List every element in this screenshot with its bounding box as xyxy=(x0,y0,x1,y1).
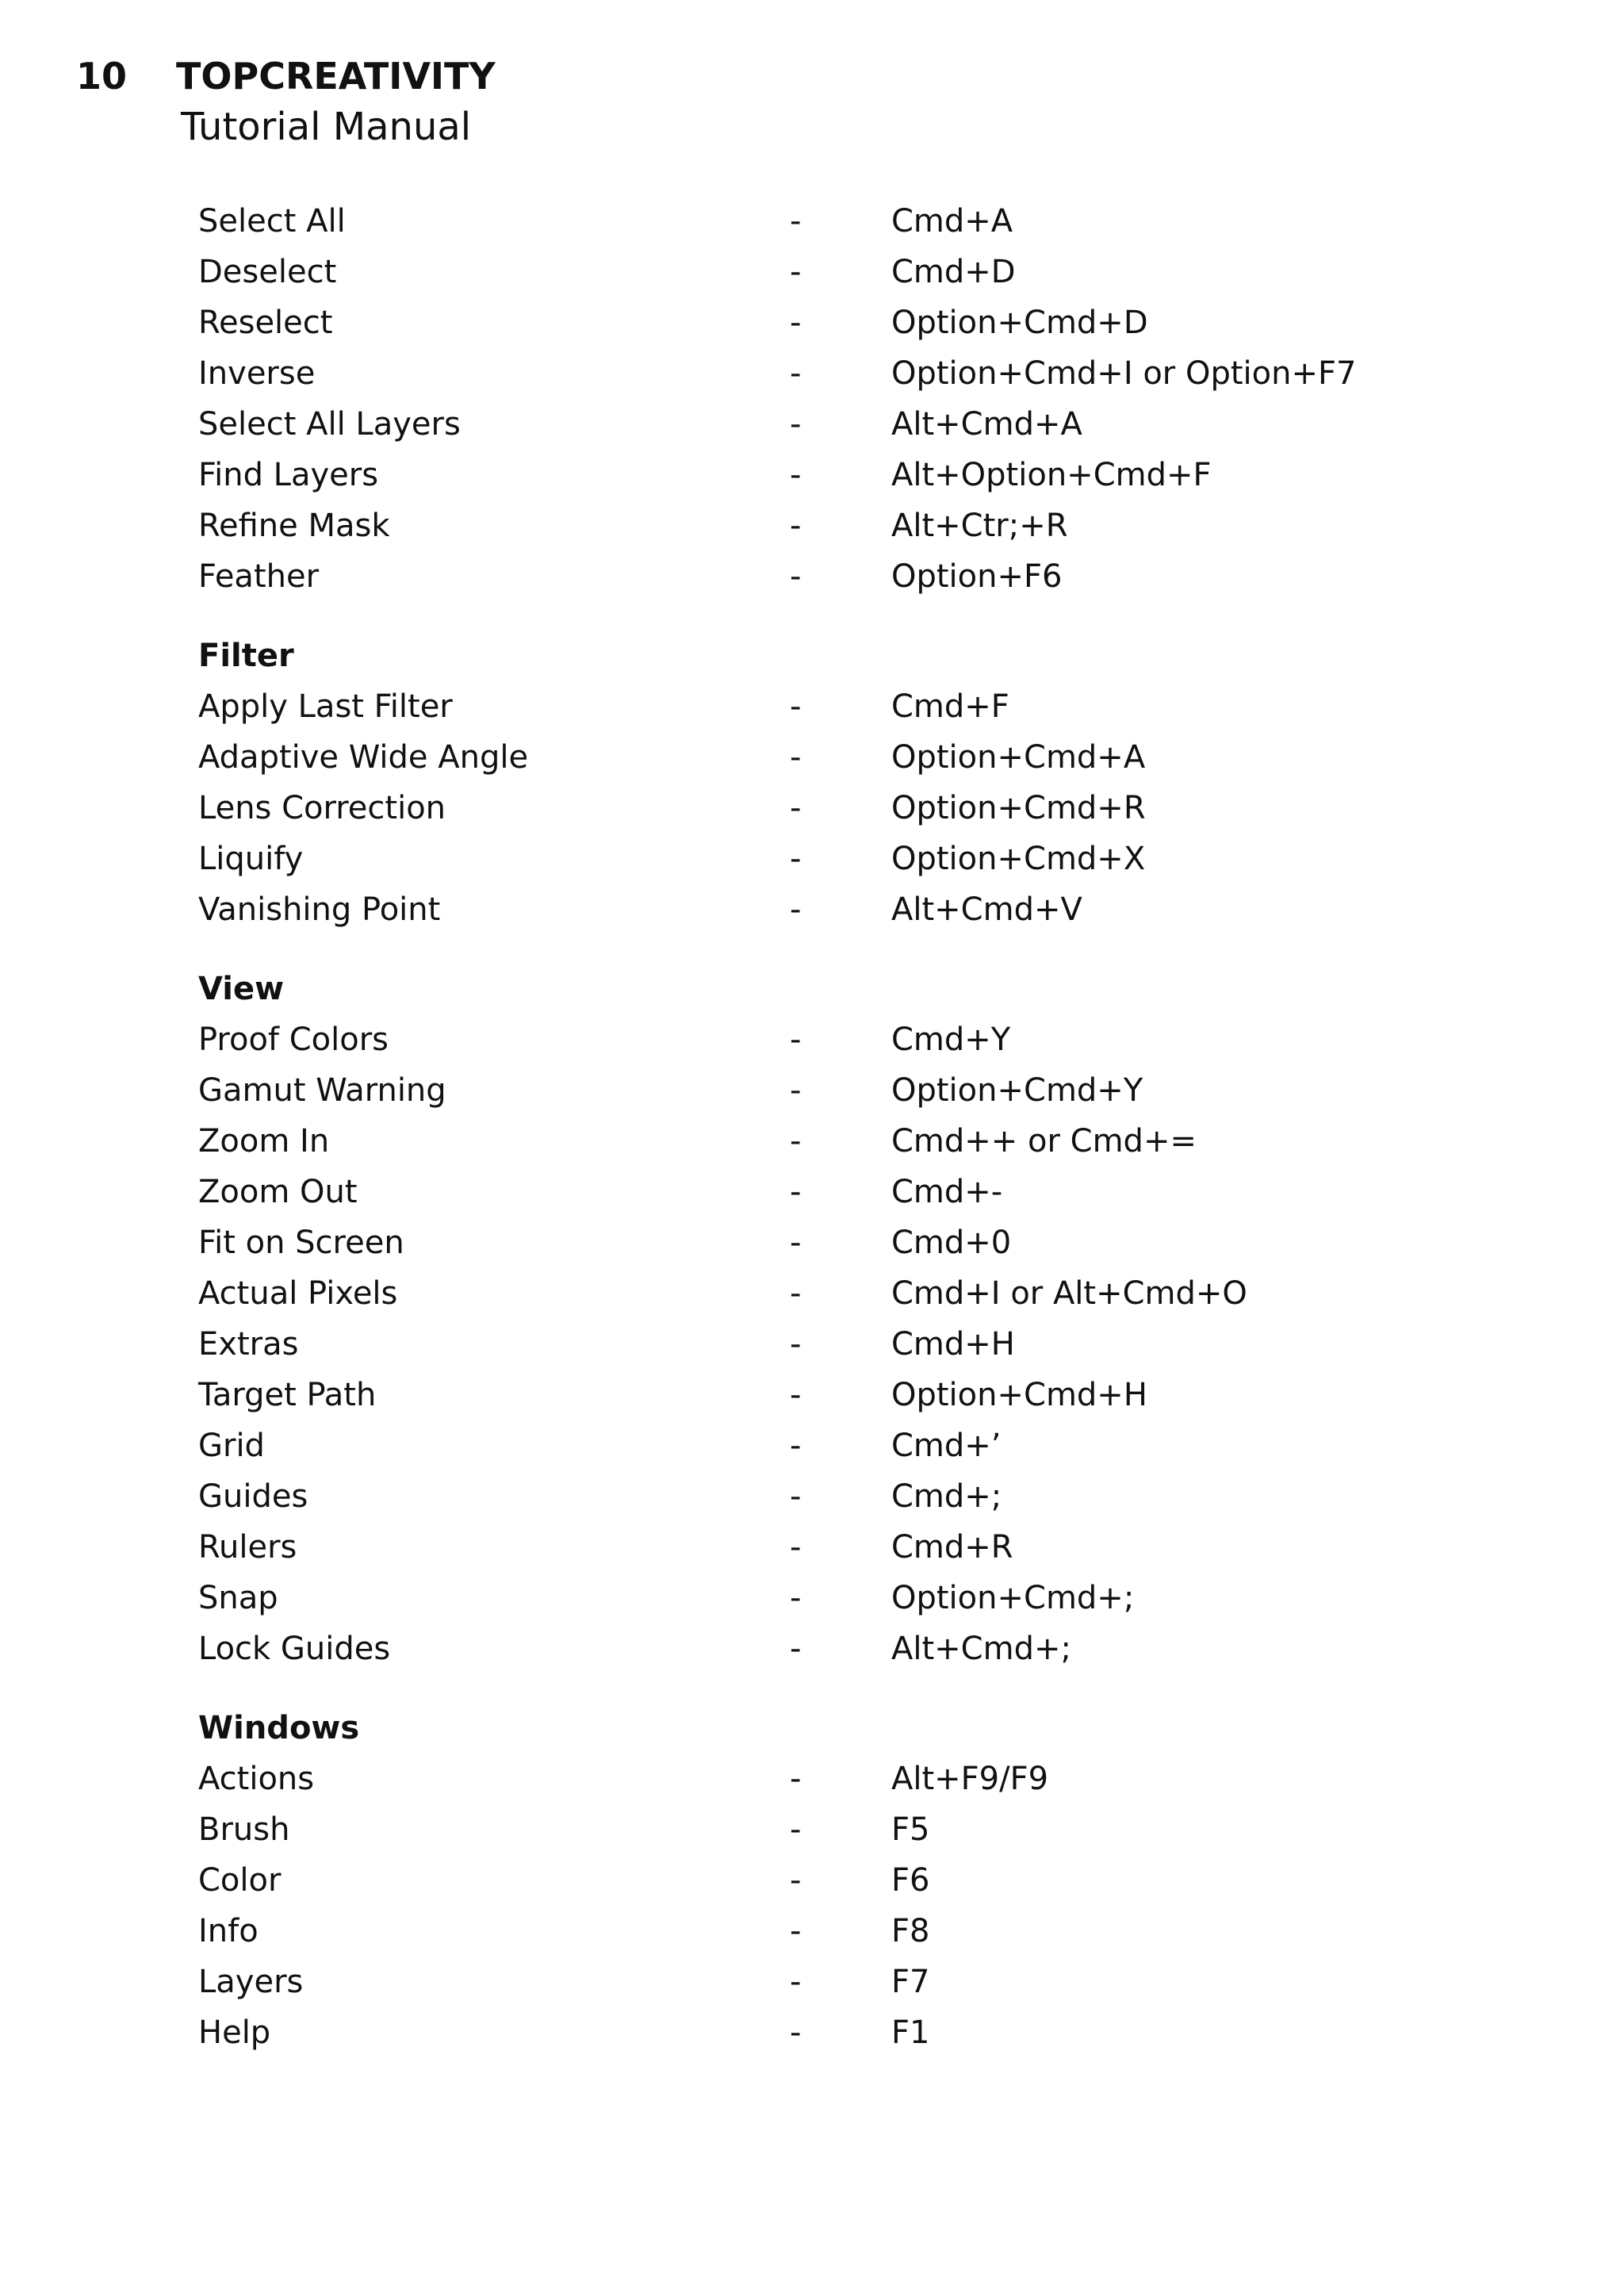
shortcut-row xyxy=(0,399,1624,450)
command-name: Inverse xyxy=(198,355,316,392)
keyboard-shortcut: Option+F6 xyxy=(891,558,1063,595)
dash-separator: - xyxy=(790,406,802,443)
document-title: TOPCREATIVITY xyxy=(176,55,496,98)
command-name: Zoom Out xyxy=(198,1174,358,1210)
keyboard-shortcut: Cmd+; xyxy=(891,1478,1002,1515)
shortcut-row xyxy=(0,1420,1624,1471)
command-name: Guides xyxy=(198,1478,308,1515)
shortcut-row xyxy=(0,1522,1624,1573)
shortcut-row xyxy=(0,2007,1624,2058)
shortcut-row xyxy=(0,450,1624,500)
dash-separator: - xyxy=(790,1631,802,1667)
command-name: Apply Last Filter xyxy=(198,688,453,725)
dash-separator: - xyxy=(790,790,802,826)
keyboard-shortcut: F5 xyxy=(891,1811,930,1848)
shortcut-row xyxy=(0,196,1624,247)
shortcut-row xyxy=(0,1268,1624,1319)
dash-separator: - xyxy=(790,1174,802,1210)
dash-separator: - xyxy=(790,1022,802,1058)
keyboard-shortcut: Cmd+D xyxy=(891,254,1016,290)
shortcut-row xyxy=(0,834,1624,884)
dash-separator: - xyxy=(790,1964,802,2000)
dash-separator: - xyxy=(790,1377,802,1413)
shortcut-row xyxy=(0,1804,1624,1855)
command-name: Reselect xyxy=(198,305,333,341)
command-name: Extras xyxy=(198,1326,299,1363)
shortcut-row xyxy=(0,1957,1624,2007)
keyboard-shortcut: Cmd+A xyxy=(891,203,1013,240)
section-heading: Windows xyxy=(198,1710,360,1746)
dash-separator: - xyxy=(790,1913,802,1949)
dash-separator: - xyxy=(790,688,802,725)
keyboard-shortcut: Cmd+H xyxy=(891,1326,1015,1363)
dash-separator: - xyxy=(790,1225,802,1261)
command-name: Select All xyxy=(198,203,346,240)
dash-separator: - xyxy=(790,1326,802,1363)
keyboard-shortcut: Option+Cmd+I or Option+F7 xyxy=(891,355,1357,392)
shortcut-row xyxy=(0,1754,1624,1804)
command-name: Lock Guides xyxy=(198,1631,391,1667)
keyboard-shortcut: Cmd+0 xyxy=(891,1225,1012,1261)
keyboard-shortcut: Option+Cmd+H xyxy=(891,1377,1147,1413)
dash-separator: - xyxy=(790,457,802,493)
command-name: Adaptive Wide Angle xyxy=(198,739,529,776)
keyboard-shortcut: F1 xyxy=(891,2014,930,2051)
shortcut-row xyxy=(0,297,1624,348)
keyboard-shortcut: Cmd+’ xyxy=(891,1428,1002,1464)
dash-separator: - xyxy=(790,1811,802,1848)
keyboard-shortcut: Cmd+R xyxy=(891,1529,1013,1566)
dash-separator: - xyxy=(790,508,802,544)
shortcut-row xyxy=(0,551,1624,602)
dash-separator: - xyxy=(790,1580,802,1616)
dash-separator: - xyxy=(790,1529,802,1566)
section-heading: View xyxy=(198,971,285,1007)
keyboard-shortcut: Cmd+- xyxy=(891,1174,1003,1210)
dash-separator: - xyxy=(790,1478,802,1515)
command-name: Layers xyxy=(198,1964,304,2000)
dash-separator: - xyxy=(790,1072,802,1109)
shortcut-row xyxy=(0,1116,1624,1167)
shortcut-row xyxy=(0,1906,1624,1957)
command-name: Refine Mask xyxy=(198,508,390,544)
shortcut-row xyxy=(0,1319,1624,1370)
shortcut-row xyxy=(0,1065,1624,1116)
dash-separator: - xyxy=(790,254,802,290)
dash-separator: - xyxy=(790,1275,802,1312)
keyboard-shortcut: Alt+Cmd+A xyxy=(891,406,1082,443)
shortcut-row xyxy=(0,732,1624,783)
shortcut-section xyxy=(0,631,1624,935)
shortcut-row xyxy=(0,500,1624,551)
keyboard-shortcut: F8 xyxy=(891,1913,930,1949)
command-name: Select All Layers xyxy=(198,406,461,443)
command-name: Zoom In xyxy=(198,1123,330,1159)
shortcut-row xyxy=(0,1217,1624,1268)
shortcut-section xyxy=(0,1703,1624,2058)
keyboard-shortcut: Alt+Cmd+V xyxy=(891,891,1082,928)
command-name: Find Layers xyxy=(198,457,379,493)
shortcut-row xyxy=(0,1167,1624,1217)
command-name: Target Path xyxy=(198,1377,377,1413)
command-name: Fit on Screen xyxy=(198,1225,404,1261)
command-name: Feather xyxy=(198,558,320,595)
dash-separator: - xyxy=(790,1761,802,1797)
dash-separator: - xyxy=(790,841,802,877)
shortcut-row xyxy=(0,247,1624,297)
shortcut-row xyxy=(0,1623,1624,1674)
dash-separator: - xyxy=(790,1123,802,1159)
keyboard-shortcut: Option+Cmd+A xyxy=(891,739,1146,776)
dash-separator: - xyxy=(790,1428,802,1464)
keyboard-shortcut: F6 xyxy=(891,1862,930,1899)
command-name: Rulers xyxy=(198,1529,297,1566)
dash-separator: - xyxy=(790,558,802,595)
command-name: Lens Correction xyxy=(198,790,446,826)
command-name: Actions xyxy=(198,1761,315,1797)
keyboard-shortcut: Alt+Cmd+; xyxy=(891,1631,1071,1667)
shortcut-section xyxy=(0,196,1624,602)
keyboard-shortcut: Alt+F9/F9 xyxy=(891,1761,1049,1797)
command-name: Help xyxy=(198,2014,271,2051)
dash-separator: - xyxy=(790,2014,802,2051)
keyboard-shortcut: Option+Cmd+R xyxy=(891,790,1146,826)
command-name: Gamut Warning xyxy=(198,1072,446,1109)
command-name: Brush xyxy=(198,1811,290,1848)
keyboard-shortcut: Cmd+Y xyxy=(891,1022,1011,1058)
page-number: 10 xyxy=(76,55,128,98)
dash-separator: - xyxy=(790,355,802,392)
shortcut-row xyxy=(0,681,1624,732)
command-name: Liquify xyxy=(198,841,304,877)
dash-separator: - xyxy=(790,891,802,928)
command-name: Proof Colors xyxy=(198,1022,389,1058)
keyboard-shortcut: Alt+Option+Cmd+F xyxy=(891,457,1212,493)
command-name: Deselect xyxy=(198,254,337,290)
shortcut-row xyxy=(0,1855,1624,1906)
command-name: Color xyxy=(198,1862,282,1899)
section-heading: Filter xyxy=(198,638,294,674)
shortcut-row xyxy=(0,1471,1624,1522)
keyboard-shortcut: Cmd++ or Cmd+= xyxy=(891,1123,1197,1159)
shortcut-row xyxy=(0,1573,1624,1623)
command-name: Vanishing Point xyxy=(198,891,441,928)
shortcut-list xyxy=(0,196,1624,2058)
keyboard-shortcut: F7 xyxy=(891,1964,930,2000)
document-subtitle: Tutorial Manual xyxy=(181,105,472,149)
keyboard-shortcut: Option+Cmd+Y xyxy=(891,1072,1143,1109)
shortcut-row xyxy=(0,884,1624,935)
command-name: Snap xyxy=(198,1580,278,1616)
shortcut-row xyxy=(0,348,1624,399)
dash-separator: - xyxy=(790,739,802,776)
keyboard-shortcut: Cmd+F xyxy=(891,688,1009,725)
keyboard-shortcut: Cmd+I or Alt+Cmd+O xyxy=(891,1275,1247,1312)
shortcut-section xyxy=(0,964,1624,1674)
keyboard-shortcut: Option+Cmd+X xyxy=(891,841,1146,877)
dash-separator: - xyxy=(790,203,802,240)
shortcut-row xyxy=(0,1370,1624,1420)
command-name: Grid xyxy=(198,1428,265,1464)
keyboard-shortcut: Alt+Ctr;+R xyxy=(891,508,1068,544)
command-name: Actual Pixels xyxy=(198,1275,398,1312)
keyboard-shortcut: Option+Cmd+D xyxy=(891,305,1148,341)
dash-separator: - xyxy=(790,305,802,341)
shortcut-row xyxy=(0,783,1624,834)
command-name: Info xyxy=(198,1913,259,1949)
shortcut-row xyxy=(0,1014,1624,1065)
dash-separator: - xyxy=(790,1862,802,1899)
keyboard-shortcut: Option+Cmd+; xyxy=(891,1580,1135,1616)
